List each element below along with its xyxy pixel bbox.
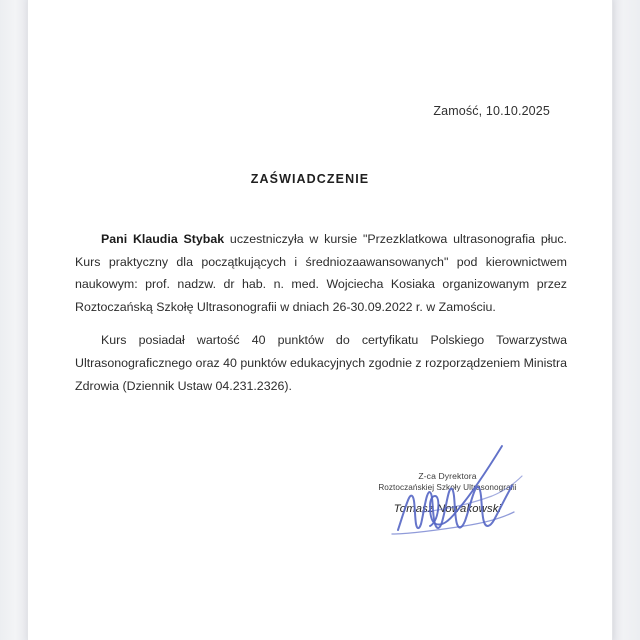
- page-gutter-left: [0, 0, 28, 640]
- signature-organization: Roztoczańskiej Szkoły Ultrasonografii: [378, 483, 517, 492]
- recipient-name: Pani Klaudia Stybak: [101, 232, 225, 246]
- signature-name: Tomasz Nowakowski: [393, 503, 502, 515]
- document-page: [28, 0, 612, 640]
- document-paragraphs: [75, 228, 567, 397]
- paragraph-2-text: Kurs posiadał wartość 40 punktów do certyfikatu Polskiego Towarzystwa Ultrasonograficznego oraz 40 punktów edukacyjnych zgodnie z rozporządzeniem Ministra Zdrowia (Dziennik Ustaw 04.231.2326).: [75, 333, 567, 393]
- signature-block: [340, 470, 555, 515]
- document-content: [75, 0, 567, 640]
- paragraph-2: [75, 329, 567, 397]
- paragraph-1-text: uczestniczyła w kursie "Przezklatkowa ultrasonografia płuc. Kurs praktyczny dla początkujących i średniozaawansowanych" pod kierownictwem naukowym: prof. nadzw. dr hab. n. med. Wojciecha Kosiaka organizowanym przez Roztoczańską Szkołę Ultrasonografii w dniach 26-30.09.2022 r. w Zamościu.: [75, 232, 567, 314]
- document-title: ZAŚWIADCZENIE: [250, 172, 370, 186]
- page-gutter-right: [612, 0, 640, 640]
- signature-role: Z-ca Dyrektora: [418, 471, 477, 481]
- place-and-date: Zamość, 10.10.2025: [433, 104, 550, 118]
- paragraph-1: [75, 228, 567, 318]
